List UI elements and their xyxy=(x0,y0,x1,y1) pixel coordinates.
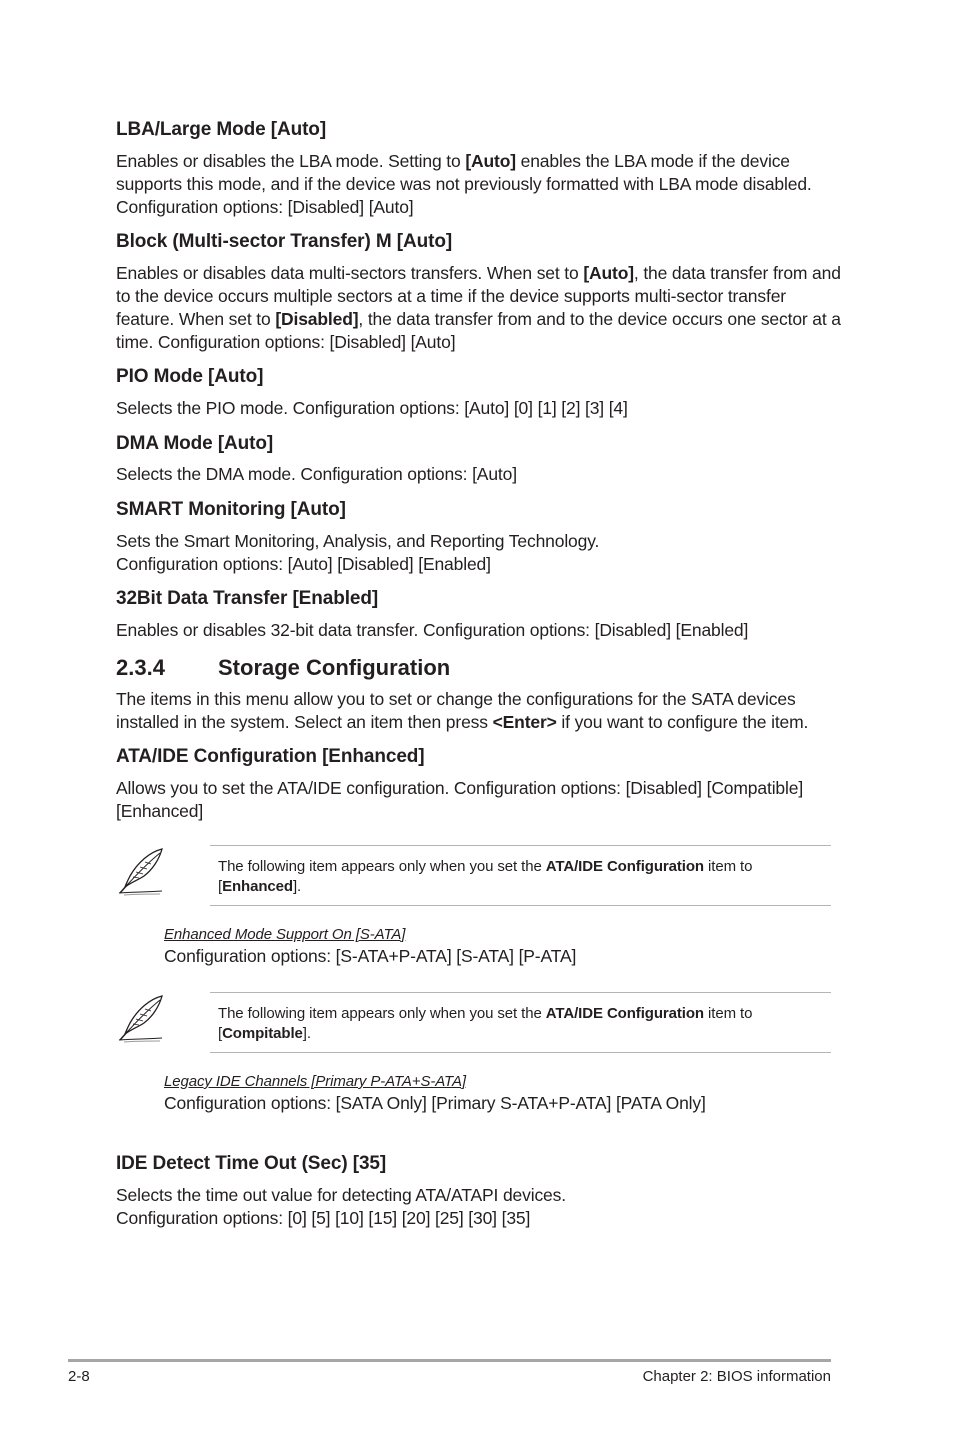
section-number: 2.3.4 xyxy=(116,655,165,680)
text-span: if you want to configure the item. xyxy=(556,712,809,732)
text-line: Configuration options: [0] [5] [10] [15] [20] [25] [30] [35] xyxy=(116,1208,531,1228)
section-heading-storage-configuration xyxy=(116,655,450,681)
paragraph-32bit: Enables or disables 32-bit data transfer. Configuration options: [Disabled] [Enabled] xyxy=(116,620,749,640)
heading-smart-monitoring: SMART Monitoring [Auto] xyxy=(116,499,346,520)
text-span: [ xyxy=(218,878,223,895)
heading-lba-large-mode: LBA/Large Mode [Auto] xyxy=(116,119,327,140)
text-span: [ xyxy=(218,1025,223,1042)
heading-pio-mode: PIO Mode [Auto] xyxy=(116,366,264,387)
feather-pen-icon xyxy=(116,846,168,896)
note-box-compitable xyxy=(210,992,831,1053)
section-title: Storage Configuration xyxy=(218,655,451,680)
note-text xyxy=(218,857,752,897)
text-span: , the data transfer from and to the device occurs one sector at a time. Configuration options: [Disabled] [Auto] xyxy=(116,309,841,352)
subitem-text-legacy-ide: Configuration options: [SATA Only] [Primary S-ATA+P-ATA] [PATA Only] xyxy=(164,1093,706,1113)
chapter-title: Chapter 2: BIOS information xyxy=(642,1368,831,1385)
text-line: Selects the time out value for detecting ATA/ATAPI devices. xyxy=(116,1185,566,1205)
subitem-title-enhanced-mode: Enhanced Mode Support On [S-ATA] xyxy=(164,926,406,943)
subitem-text-enhanced-mode: Configuration options: [S-ATA+P-ATA] [S-ATA] [P-ATA] xyxy=(164,946,577,966)
bold-span: Compitable xyxy=(222,1025,303,1042)
text-span: Enables or disables the LBA mode. Setting to xyxy=(116,151,466,171)
bold-span: Enhanced xyxy=(222,878,293,895)
heading-block-multi-sector: Block (Multi-sector Transfer) M [Auto] xyxy=(116,231,453,252)
text-span: item to xyxy=(703,858,753,875)
bold-span: <Enter> xyxy=(492,712,557,732)
paragraph-ide-timeout xyxy=(116,1184,841,1230)
text-line: Sets the Smart Monitoring, Analysis, and Reporting Technology. xyxy=(116,531,600,551)
subitem-title-legacy-ide: Legacy IDE Channels [Primary P-ATA+S-ATA] xyxy=(164,1073,466,1090)
text-span: , the data transfer from and to the device occurs multiple sectors at a time if the device supports multi-sector transfer feature. When set to xyxy=(116,263,841,329)
text-span: Enables or disables data multi-sectors transfers. When set to xyxy=(116,263,584,283)
text-line: Configuration options: [Auto] [Disabled] [Enabled] xyxy=(116,554,491,574)
bold-span: [Disabled] xyxy=(275,309,359,329)
bold-span: [Auto] xyxy=(583,263,634,283)
paragraph-lba xyxy=(116,150,841,219)
paragraph-ata-ide: Allows you to set the ATA/IDE configuration. Configuration options: [Disabled] [Compatible] [Enhanced] xyxy=(116,778,804,821)
bold-span: ATA/IDE Configuration xyxy=(545,858,704,875)
text-span: enables the LBA mode if the device supports this mode, and if the device was not previously formatted with LBA mode disabled. Configuration options: [Disabled] [Auto] xyxy=(116,151,812,217)
text-span: The following item appears only when you set the xyxy=(218,858,546,875)
text-span: item to xyxy=(703,1005,753,1022)
bold-span: ATA/IDE Configuration xyxy=(545,1005,704,1022)
text-span: The following item appears only when you set the xyxy=(218,1005,546,1022)
heading-dma-mode: DMA Mode [Auto] xyxy=(116,433,274,454)
heading-32bit-transfer: 32Bit Data Transfer [Enabled] xyxy=(116,588,379,609)
bold-span: [Auto] xyxy=(465,151,516,171)
text-span: ]. xyxy=(292,878,302,895)
note-text xyxy=(218,1004,752,1044)
text-span: The items in this menu allow you to set or change the configurations for the SATA devices installed in the system. Select an item then press xyxy=(116,689,796,732)
paragraph-pio: Selects the PIO mode. Configuration options: [Auto] [0] [1] [2] [3] [4] xyxy=(116,398,628,418)
heading-ata-ide-configuration: ATA/IDE Configuration [Enhanced] xyxy=(116,746,425,767)
paragraph-block xyxy=(116,262,841,354)
paragraph-dma: Selects the DMA mode. Configuration options: [Auto] xyxy=(116,464,517,484)
feather-pen-icon xyxy=(116,993,168,1043)
note-box-enhanced xyxy=(210,845,831,906)
paragraph-storage xyxy=(116,688,841,734)
paragraph-smart xyxy=(116,530,841,576)
text-span: ]. xyxy=(302,1025,311,1042)
page-number: 2-8 xyxy=(68,1368,90,1385)
heading-ide-detect-timeout: IDE Detect Time Out (Sec) [35] xyxy=(116,1153,387,1174)
footer-divider xyxy=(68,1359,831,1362)
